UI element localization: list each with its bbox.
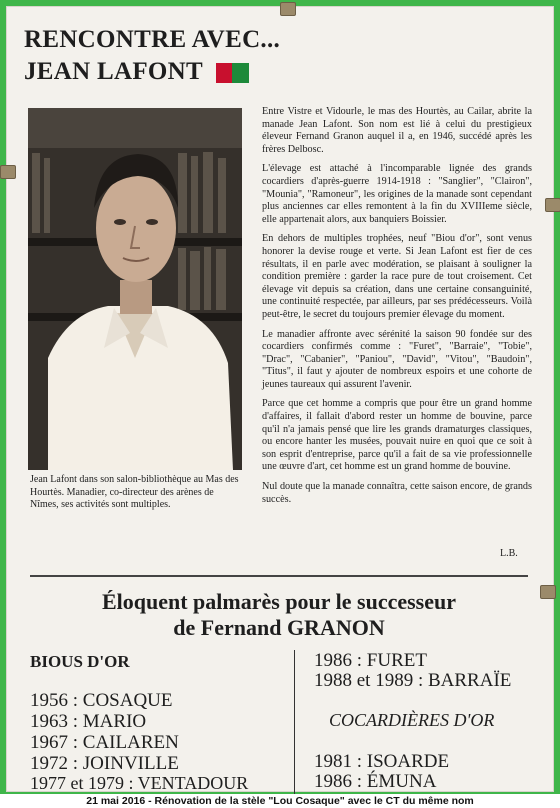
photo-caption: Jean Lafont dans son salon-bibliothèque au Mas des Hourtès. Manadier, co-directeur des arènes de Nîmes, ses activités sont multiples. xyxy=(30,474,239,510)
article-signature: L.B. xyxy=(500,548,518,559)
palmares-row: 1988 et 1989 : BARRAÏE xyxy=(314,670,512,691)
cocardieres-dor-heading: COCARDIÈRES D'OR xyxy=(329,710,495,730)
article-paragraph: Le manadier affronte avec sérénité la saison 90 fondée sur des cocardiers confirmés comme : "Furet", "Barraie", "Tobie", "Drac", "Cabanier", "Paniou", "David", "Vitou", "Baudoin", "Titus", il faut y ajouter de nombreux espoirs et une cohorte de jeunes taureaux qui assurent l'avenir. xyxy=(262,328,532,390)
right-clip xyxy=(545,198,560,212)
portrait-photo xyxy=(28,108,242,470)
article-paragraph: L'élevage est attaché à l'incomparable lignée des grands cocardiers d'après-guerre 1914-1918 : "Sanglier", "Clairon", "Mounia", "Ramoneur", les origines de la manade sont cependant plus anciennes car elles remontent à la fin du XVIIIeme siècle, elle appartenait alors, aux banquiers Boissier. xyxy=(262,163,532,225)
palmares-row: 1956 : COSAQUE xyxy=(30,690,173,711)
palmares-headline-line1: Éloquent palmarès pour le successeur xyxy=(101,589,457,614)
palmares-row: 1972 : JOINVILLE xyxy=(30,753,179,774)
left-clip xyxy=(0,165,16,179)
article-body xyxy=(262,106,532,513)
palmares-row: 1986 : ÉMUNA xyxy=(314,771,437,792)
article-paragraph: Parce que cet homme a compris que pour être un grand homme d'affaires, il fallait d'abord rester un homme de bouvine, parce qu'il n'a jamais pensé que lire les grands dramaturges classiques, ou encore hanter les musées, pouvait nuire en quoi que ce soit à son esprit d'entreprise, parce qu'il a fait de sa vie professionnelle une œuvre d'art, cet homme est un grand homme de bouvine. xyxy=(262,398,532,473)
top-clip xyxy=(280,2,296,16)
image-footer-caption: 21 mai 2016 - Rénovation de la stèle "Lou Cosaque" avec le CT du même nom xyxy=(86,795,474,807)
flag-green-block xyxy=(232,63,249,83)
palmares-headline-line2: de Fernand GRANON xyxy=(173,615,385,640)
column-divider xyxy=(294,650,295,794)
palmares-row: 1986 : FURET xyxy=(314,650,427,671)
article-paragraph: Entre Vistre et Vidourle, le mas des Hourtès, au Cailar, abrite la manade Jean Lafont. Son nom est lié à celui du prestigieux éleveur Fernand Granon auquel il a, en 1946, succédé après les frères Delbosc. xyxy=(262,106,532,155)
flag-red-block xyxy=(216,63,232,83)
bious-dor-heading: BIOUS D'OR xyxy=(30,652,130,671)
article-paragraph: Nul doute que la manade connaîtra, cette saison encore, de grands succès. xyxy=(262,481,532,505)
header-line2: JEAN LAFONT xyxy=(24,58,204,85)
palmares-row: 1963 : MARIO xyxy=(30,711,147,732)
palmares-row: 1967 : CAILAREN xyxy=(30,732,179,753)
palmares-row: 1981 : ISOARDE xyxy=(314,751,450,772)
right-lower-clip xyxy=(540,585,556,599)
article-paragraph: En dehors de multiples trophées, neuf "Biou d'or", sont venus honorer la devise rouge et verte. Si Jean Lafont est fier de ces résultats, il en parle avec modération, se plaisant à souligner la condition première : garder la race pure de tout croisement. Cet élevage vit depuis sa création, dans une certaine consanguinité, une continuité respectée, par ailleurs, par ses prédécesseurs. Voilà peut-être, le secret du toujours premier élevage du moment. xyxy=(262,233,532,320)
palmares-row: 1977 et 1979 : VENTADOUR xyxy=(30,773,249,793)
section-divider xyxy=(30,575,528,577)
header-line1: RENCONTRE AVEC... xyxy=(24,26,281,53)
portrait-illustration xyxy=(28,108,242,470)
